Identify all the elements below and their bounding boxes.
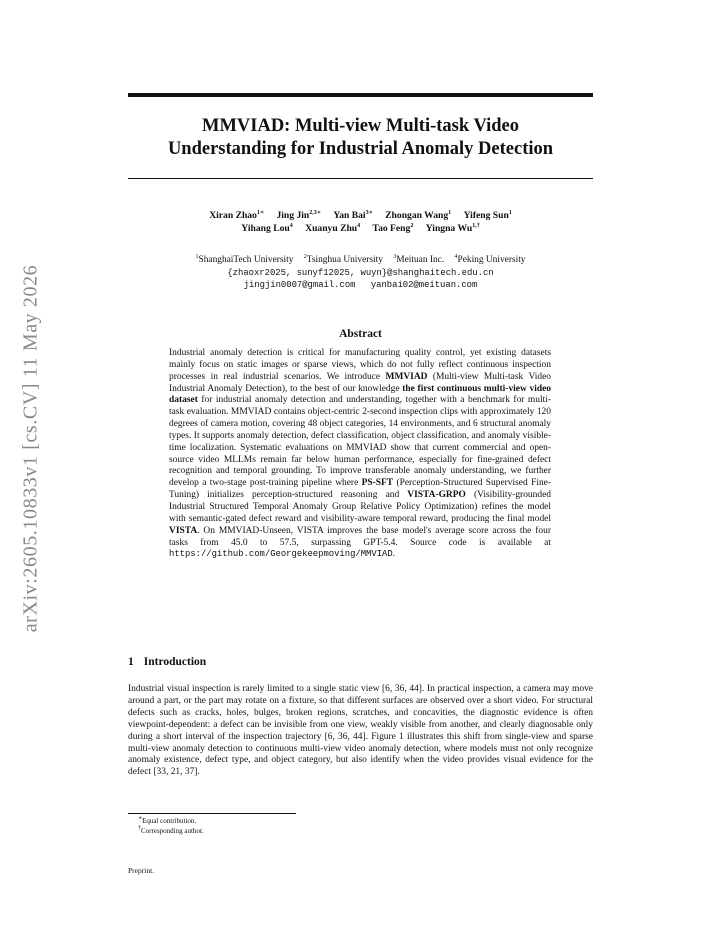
introduction-paragraph: Industrial visual inspection is rarely limited to a single static view [6, 36, 44]. In practical inspection, a camera may move around a part, or the part may rotate on a fixture, so that different surfaces are observed over a short video. For structural defects such as cracks, holes, bulges, broken regions, scratches, and concavities, the diagnostic evidence is often viewpoint-dependent: a defect can be invisible from one view, weakly visible from another, and clearly diagnosable only during a short interval of the inspection trajectory [6, 36, 44]. Figure 1 illustrates this shift from single-view and sparse multi-view anomaly detection to continuous multi-view video anomaly detection, where models must not only recognize anomaly existence, defect type, and object category, but also identify when the video provides visual evidence for the defect [33, 21, 37]. (128, 684, 593, 778)
section-title: Introduction (143, 656, 207, 668)
affiliations (128, 254, 593, 292)
title-line-1: MMVIAD: Multi-view Multi-task Video (201, 116, 520, 136)
author: Yifeng Sun$^1$ (463, 209, 512, 221)
affiliation: $^1$ShanghaiTech University (195, 253, 294, 265)
footnotes (138, 817, 204, 836)
email-line-2 (128, 279, 593, 292)
email-line-1: {zhaoxr2025, sunyf12025, wuyn}@shanghaitech.edu.cn (227, 267, 494, 278)
preprint-label: Preprint. (128, 866, 155, 875)
source-code-link[interactable]: https://github.com/Georgekeepmoving/MMVIAD (169, 549, 393, 560)
title-bottom-rule (128, 178, 593, 179)
author: Yan Bai$^{3∗}$ (333, 209, 373, 221)
affiliation: $^4$Peking University (454, 253, 526, 265)
footnote: †Corresponding author. (138, 825, 204, 835)
affiliation-line (128, 254, 593, 267)
arxiv-stamp (16, 257, 46, 647)
author-line-1 (128, 210, 593, 223)
section-number: 1 (128, 656, 134, 668)
footnote-rule (128, 813, 296, 814)
author: Xuanyu Zhu$^4$ (305, 222, 361, 234)
author: Xiran Zhao$^{1∗}$ (209, 209, 265, 221)
abstract-body: Industrial anomaly detection is critical for manufacturing quality control, yet existing datasets mainly focus on static images or sparse views, which do not fully reflect continuous inspection processes in real industrial scenarios. We introduce MMVIAD (Multi-view Multi-task Video Industrial Anomaly Detection), to the best of our knowledge the first continuous multi-view video dataset for industrial anomaly detection and understanding, together with a benchmark for multi-task evaluation. MMVIAD contains object-centric 2-second inspection clips with approximately 120 degrees of camera motion, covering 48 object categories, 14 environments, and 6 structural anomaly types. It supports anomaly detection, defect classification, object classification, and anomaly visible-time localization. Systematic evaluations on MMVIAD show that current commercial and open-source video MLLMs remain far below human performance, especially for fine-grained defect recognition and temporal grounding. To improve transferable anomaly understanding, we further develop a two-stage post-training pipeline where PS-SFT (Perception-Structured Supervised Fine-Tuning) initializes perception-structured reasoning and VISTA-GRPO (Visibility-grounded Industrial Structured Temporal Anomaly Group Relative Policy Optimization) refines the model with semantic-gated defect reward and visibility-aware temporal reward, producing the final model VISTA. On MMVIAD-Unseen, VISTA improves the base model's average score across the four tasks from 45.0 to 57.5, surpassing GPT-5.4. Source code is available at https://github.com/Georgekeepmoving/MMVIAD. (169, 348, 551, 560)
author: Tao Feng$^2$ (372, 222, 414, 234)
section-heading-introduction (128, 656, 206, 668)
affiliation: $^3$Meituan Inc. (393, 253, 445, 265)
author: Jing Jin$^{2,3∗}$ (276, 209, 321, 221)
author: Yingna $Wu^{1,\dagger}$ (425, 222, 480, 234)
email: jingjin0007@gmail.com (243, 280, 356, 290)
author: Yihang Lou$^4$ (241, 222, 293, 234)
arxiv-stamp-text: arXiv:2605.10833v1 [cs.CV] 11 May 2026 (19, 264, 42, 633)
author-line-2 (128, 223, 593, 236)
paper-title (128, 115, 593, 161)
abstract-heading: Abstract (339, 328, 382, 340)
affiliation: $^2$Tsinghua University (303, 253, 383, 265)
email: yanbai02@meituan.com (370, 280, 478, 290)
author: Zhongan Wang$^1$ (385, 209, 452, 221)
author-list (128, 210, 593, 235)
footnote: ∗Equal contribution. (138, 815, 197, 825)
title-top-rule (128, 93, 593, 97)
title-line-2: Understanding for Industrial Anomaly Detection (167, 139, 554, 159)
